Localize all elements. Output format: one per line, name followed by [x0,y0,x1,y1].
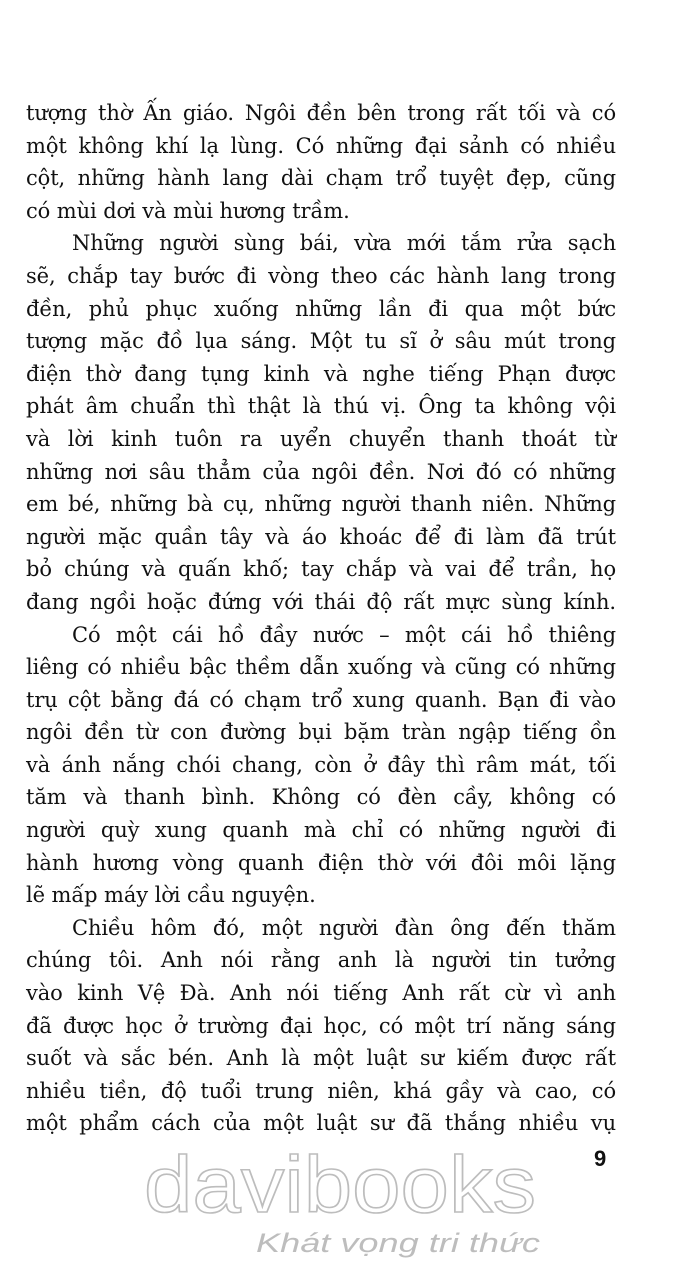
text-line: người mặc quần tây và áo khoác để đi làm đã trút [26,524,616,549]
text-line: và ánh nắng chói chang, còn ở đây thì râm mát, tối [26,752,616,777]
text-line: có mùi dơi và mùi hương trầm. [26,198,350,223]
watermark-tagline: Khát vọng tri thức [256,1228,541,1258]
text-line: phát âm chuẩn thì thật là thú vị. Ông ta không vội [26,394,616,419]
text-line: cột, những hành lang dài chạm trổ tuyệt đẹp, cũng [26,166,616,191]
text-line: tăm và thanh bình. Không có đèn cầy, không có [26,785,616,810]
text-line: chúng tôi. Anh nói rằng anh là người tin tưởng [26,948,616,973]
text-line: ngôi đền từ con đường bụi bặm tràn ngập tiếng ồn [26,720,616,745]
text-line: đã được học ở trường đại học, có một trí năng sáng [26,1013,616,1038]
text-line: sẽ, chắp tay bước đi vòng theo các hành lang trong [26,263,616,288]
text-line: nhiều tiền, độ tuổi trung niên, khá gầy và cao, có [26,1078,616,1103]
text-line: đền, phủ phục xuống những lần đi qua một bức [26,296,616,321]
text-line: liêng có nhiều bậc thềm dẫn xuống và cũng có những [26,655,616,680]
text-line: em bé, những bà cụ, những người thanh niên. Những [26,492,616,517]
paragraph-first-line: Chiều hôm đó, một người đàn ông đến thăm [72,915,616,940]
text-line: và lời kinh tuôn ra uyển chuyển thanh thoát từ [26,426,616,451]
text-line: suốt và sắc bén. Anh là một luật sư kiếm được rất [26,1046,616,1071]
text-line: những nơi sâu thẳm của ngôi đền. Nơi đó có những [26,459,616,484]
body-text [26,97,616,1140]
text-line: bỏ chúng và quấn khố; tay chắp và vai để trần, họ [26,557,616,582]
text-line: trụ cột bằng đá có chạm trổ xung quanh. Bạn đi vào [26,687,616,712]
page-number: 9 [594,1146,607,1171]
text-line: điện thờ đang tụng kinh và nghe tiếng Phạn được [26,361,616,386]
text-line: người quỳ xung quanh mà chỉ có những người đi [26,818,616,843]
paragraph-first-line: Có một cái hồ đầy nước – một cái hồ thiêng [72,622,616,647]
text-line: vào kinh Vệ Đà. Anh nói tiếng Anh rất cừ vì anh [26,981,616,1006]
text-line: một phẩm cách của một luật sư đã thắng nhiều vụ [26,1111,616,1136]
text-line: lẽ mấp máy lời cầu nguyện. [26,883,316,908]
text-line: tượng mặc đồ lụa sáng. Một tu sĩ ở sâu mút trong [26,329,616,354]
watermark-logo [144,1128,544,1268]
text-line: tượng thờ Ấn giáo. Ngôi đền bên trong rất tối và có [26,101,616,125]
watermark-brand: davibooks [144,1140,536,1229]
text-line: đang ngồi hoặc đứng với thái độ rất mực sùng kính. [26,589,616,614]
paragraph-first-line: Những người sùng bái, vừa mới tắm rửa sạch [72,231,616,256]
text-line: hành hương vòng quanh điện thờ với đôi môi lặng [26,850,616,875]
text-line: một không khí lạ lùng. Có những đại sảnh có nhiều [26,133,616,158]
